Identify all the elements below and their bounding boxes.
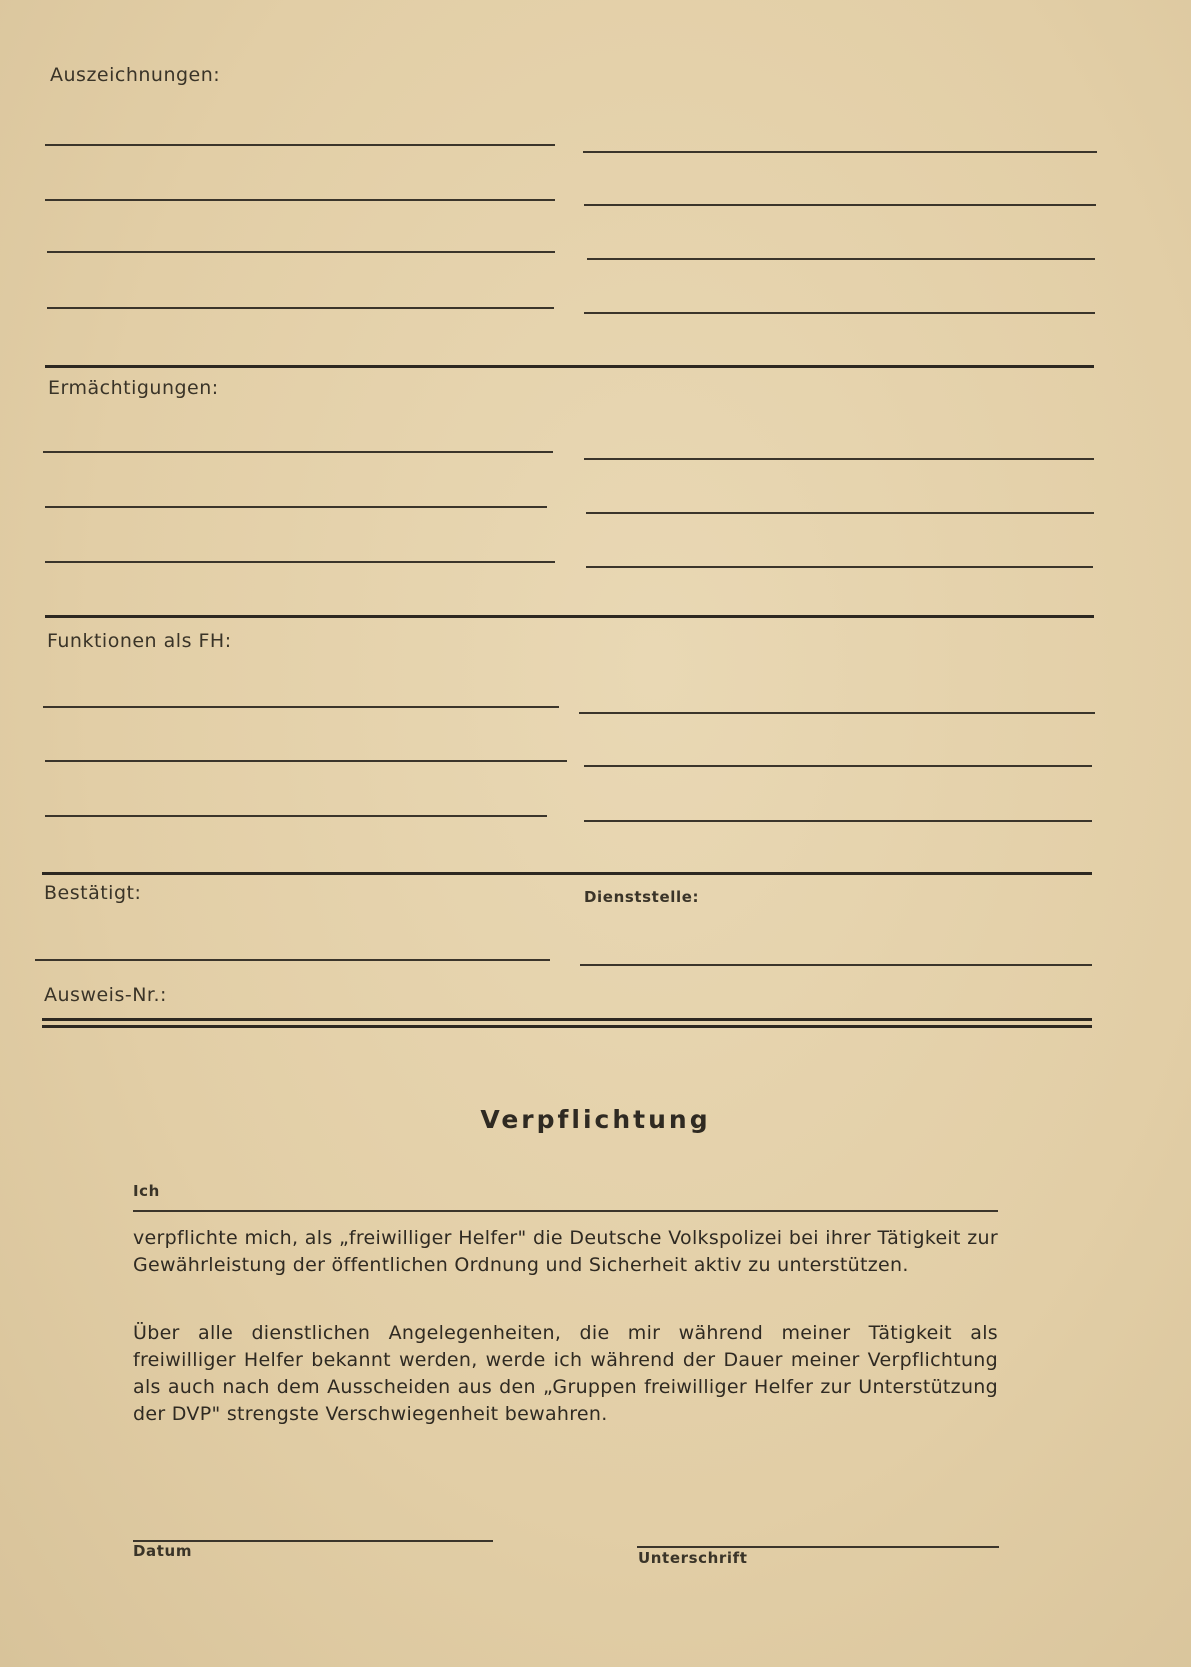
auszeichnungen-field-left-4[interactable] [47,307,554,309]
auszeichnungen-field-left-3[interactable] [47,251,555,253]
verpflichtung-paragraph-2: Über alle dienstlichen Angelegenheiten, die mir während meiner Tätigkeit als freiwilliger Helfer bekannt werden, werde ich während der Dauer meiner Verpflichtung als auch nach dem Ausscheiden aus den „Gruppen freiwilliger Helfer zur Unterstützung der DVP" strengste Verschwiegenheit bewahren. [133,1322,998,1425]
funktionen-field-left-2[interactable] [45,760,567,762]
ermaechtigungen-field-left-1[interactable] [43,451,553,453]
auszeichnungen-field-left-1[interactable] [45,144,555,146]
section-divider-5 [42,1025,1092,1028]
auszeichnungen-field-right-3[interactable] [587,258,1095,260]
funktionen-field-right-3[interactable] [584,820,1092,822]
auszeichnungen-field-left-2[interactable] [45,199,555,201]
bestaetigt-label: Bestätigt: [44,882,142,904]
bestaetigt-field[interactable] [35,959,550,961]
funktionen-field-left-3[interactable] [45,815,547,817]
verpflichtung-title: Verpflichtung [480,1105,711,1134]
ermaechtigungen-label: Ermächtigungen: [48,377,219,399]
ermaechtigungen-field-left-2[interactable] [45,506,547,508]
datum-label: Datum [133,1542,193,1560]
ermaechtigungen-field-right-1[interactable] [584,458,1094,460]
section-divider-1 [45,365,1094,368]
auszeichnungen-field-right-4[interactable] [584,312,1095,314]
ich-name-field[interactable] [133,1210,998,1212]
funktionen-field-right-1[interactable] [579,712,1095,714]
ermaechtigungen-field-right-2[interactable] [586,512,1094,514]
verpflichtung-paragraph-1: verpflichte mich, als „freiwilliger Helfer" die Deutsche Volkspolizei bei ihrer Tätigkeit zur Gewährleistung der öffentlichen Ordnung und Sicherheit aktiv zu unterstützen. [133,1227,998,1276]
ermaechtigungen-field-left-3[interactable] [45,561,555,563]
ausweis-label: Ausweis-Nr.: [44,984,167,1006]
funktionen-field-left-1[interactable] [43,706,559,708]
section-divider-2 [45,615,1094,618]
funktionen-field-right-2[interactable] [584,765,1092,767]
ich-label: Ich [133,1182,160,1200]
funktionen-label: Funktionen als FH: [47,630,232,652]
auszeichnungen-field-right-1[interactable] [583,151,1097,153]
dienststelle-field[interactable] [580,964,1092,966]
ermaechtigungen-field-right-3[interactable] [586,566,1093,568]
section-divider-3 [42,872,1092,875]
unterschrift-field[interactable] [637,1546,999,1548]
dienststelle-label: Dienststelle: [584,888,700,906]
auszeichnungen-field-right-2[interactable] [584,204,1096,206]
unterschrift-label: Unterschrift [638,1549,748,1567]
section-divider-4 [42,1018,1092,1021]
auszeichnungen-label: Auszeichnungen: [50,64,221,86]
